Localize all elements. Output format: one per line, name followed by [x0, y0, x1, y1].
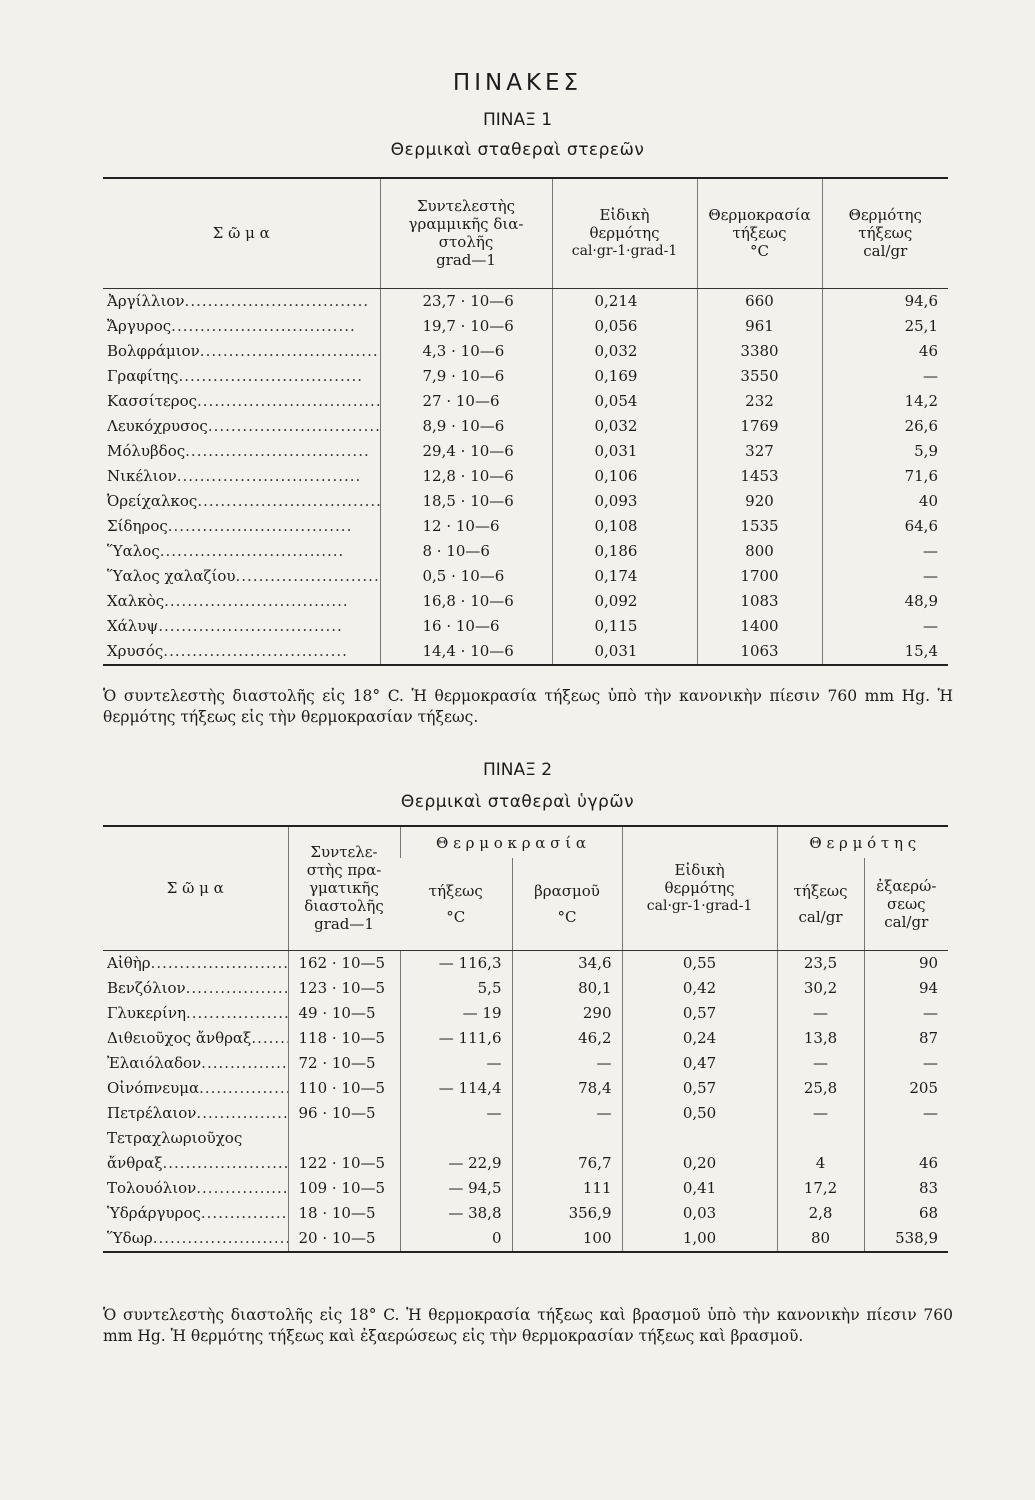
specific-heat-cell: 0,032 — [552, 414, 697, 439]
specific-heat-cell: 0,174 — [552, 564, 697, 589]
table-row — [103, 1076, 948, 1101]
leader-dots — [236, 564, 380, 589]
heat-evap-cell: 68 — [864, 1201, 948, 1226]
t1-header-melting-heat: Θερμότης τήξεως cal/gr — [822, 178, 948, 288]
table1-note: Ὁ συντελεστὴς διαστολῆς εἰς 18° C. Ἡ θερμοκρασία τήξεως ὑπὸ τὴν κανονικὴν πίεσιν 760 mm Hg. Ἡ θερμότης τήξεως εἰς τὴν θερμοκρασίαν τήξεως. — [103, 687, 953, 726]
boiling-temp-cell: 111 — [512, 1176, 622, 1201]
row-name: Ὕδωρ — [107, 1228, 153, 1247]
heat-evap-cell: — — [864, 1051, 948, 1076]
row-name: Σίδηρος — [107, 516, 168, 535]
row-name-cell — [103, 1101, 288, 1126]
melting-temp-cell: — 116,3 — [400, 950, 512, 976]
specific-heat-cell: 0,093 — [552, 489, 697, 514]
specific-heat-cell: 0,03 — [622, 1201, 777, 1226]
specific-heat-cell: 0,57 — [622, 1001, 777, 1026]
melting-temp-cell: 920 — [697, 489, 822, 514]
specific-heat-cell: 0,20 — [622, 1151, 777, 1176]
table-row — [103, 489, 948, 514]
heat-melting-cell: 4 — [777, 1151, 864, 1176]
table-row — [103, 414, 948, 439]
melting-heat-cell: 46 — [822, 339, 948, 364]
expansion-cell: 109 · 10—5 — [288, 1176, 400, 1201]
t2-header-melting: τήξεως °C — [400, 858, 512, 950]
row-name-cell — [103, 950, 288, 976]
melting-temp-cell: 1083 — [697, 589, 822, 614]
leader-dots — [199, 1076, 287, 1101]
row-name-cell — [103, 464, 380, 489]
row-name: Χρυσός — [107, 641, 164, 660]
melting-heat-cell: — — [822, 564, 948, 589]
melting-temp-cell: 1535 — [697, 514, 822, 539]
heat-melting-cell: — — [777, 1101, 864, 1126]
melting-heat-cell: 40 — [822, 489, 948, 514]
leader-dots — [201, 1051, 287, 1076]
specific-heat-cell: 0,031 — [552, 439, 697, 464]
table-row — [103, 589, 948, 614]
specific-heat-cell: 1,00 — [622, 1226, 777, 1252]
table-row — [103, 1126, 948, 1151]
table-row — [103, 1026, 948, 1051]
melting-temp-cell: — 94,5 — [400, 1176, 512, 1201]
melting-heat-cell: 26,6 — [822, 414, 948, 439]
expansion-cell: 29,4 · 10—6 — [380, 439, 552, 464]
expansion-cell: 0,5 · 10—6 — [380, 564, 552, 589]
melting-temp-cell: — 19 — [400, 1001, 512, 1026]
specific-heat-cell: 0,032 — [552, 339, 697, 364]
table-row — [103, 364, 948, 389]
boiling-temp-cell: 34,6 — [512, 950, 622, 976]
boiling-temp-cell: 46,2 — [512, 1026, 622, 1051]
leader-dots — [164, 589, 379, 614]
leader-dots — [171, 314, 379, 339]
specific-heat-cell: 0,50 — [622, 1101, 777, 1126]
row-name-cell — [103, 539, 380, 564]
table-row — [103, 1101, 948, 1126]
expansion-cell: 16 · 10—6 — [380, 614, 552, 639]
row-name-cell — [103, 564, 380, 589]
expansion-cell: 8 · 10—6 — [380, 539, 552, 564]
expansion-cell: 49 · 10—5 — [288, 1001, 400, 1026]
table2-label: ΠΙΝΑΞ 2 — [482, 760, 553, 780]
expansion-cell: 162 · 10—5 — [288, 950, 400, 976]
melting-temp-cell: 1700 — [697, 564, 822, 589]
leader-dots — [158, 614, 379, 639]
row-name-cell — [103, 614, 380, 639]
melting-temp-cell: 327 — [697, 439, 822, 464]
leader-dots — [186, 1001, 288, 1026]
boiling-temp-cell: 80,1 — [512, 976, 622, 1001]
melting-temp-cell: 1400 — [697, 614, 822, 639]
specific-heat-cell: 0,115 — [552, 614, 697, 639]
table-row — [103, 1001, 948, 1026]
melting-temp-cell: 3380 — [697, 339, 822, 364]
row-name-cell — [103, 1001, 288, 1026]
row-name: Χάλυψ — [107, 616, 159, 635]
row-name: Ἄργυρος — [107, 316, 172, 335]
heat-evap-cell: 46 — [864, 1151, 948, 1176]
row-name: Βολφράμιον — [107, 341, 200, 360]
expansion-cell: 12,8 · 10—6 — [380, 464, 552, 489]
heat-melting-cell — [777, 1126, 864, 1151]
expansion-cell: 27 · 10—6 — [380, 389, 552, 414]
t1-header-expansion: Συντελεστὴς γραμμικῆς δια- στολῆς grad—1 — [380, 178, 552, 288]
leader-dots — [185, 439, 379, 464]
t2-header-heat-group: Θ ε ρ μ ό τ η ς — [777, 826, 948, 858]
leader-dots — [200, 339, 380, 364]
boiling-temp-cell: 76,7 — [512, 1151, 622, 1176]
row-name-cell — [103, 389, 380, 414]
page-title: ΠΙΝΑΚΕΣ — [452, 70, 583, 96]
melting-heat-cell: — — [822, 364, 948, 389]
expansion-cell — [288, 1126, 400, 1151]
row-name-cell — [103, 288, 380, 314]
t1-header-melting-temp: Θερμοκρασία τήξεως °C — [697, 178, 822, 288]
table2-title: Θερμικαὶ σταθεραὶ ὑγρῶν — [400, 792, 635, 812]
melting-temp-cell: — 38,8 — [400, 1201, 512, 1226]
row-name: Διθειοῦχος ἄνθραξ — [107, 1028, 252, 1047]
row-name: Ὕαλος — [107, 541, 160, 560]
t1-header-specific-heat: Εἰδικὴ θερμότης cal·gr-1·grad-1 — [552, 178, 697, 288]
specific-heat-cell: 0,054 — [552, 389, 697, 414]
table-row — [103, 614, 948, 639]
row-name: Χαλκὸς — [107, 591, 165, 610]
melting-temp-cell: 800 — [697, 539, 822, 564]
melting-temp-cell: 1453 — [697, 464, 822, 489]
expansion-cell: 18 · 10—5 — [288, 1201, 400, 1226]
leader-dots — [201, 1201, 288, 1226]
table1 — [103, 177, 948, 666]
melting-heat-cell: — — [822, 539, 948, 564]
row-name-cell — [103, 1051, 288, 1076]
boiling-temp-cell: 356,9 — [512, 1201, 622, 1226]
row-name: Νικέλιον — [107, 466, 177, 485]
leader-dots — [208, 414, 380, 439]
specific-heat-cell: 0,106 — [552, 464, 697, 489]
row-name-cell — [103, 514, 380, 539]
heat-melting-cell: 25,8 — [777, 1076, 864, 1101]
row-name: Οἰνόπνευμα — [107, 1078, 200, 1097]
heat-evap-cell: — — [864, 1101, 948, 1126]
melting-temp-cell — [400, 1126, 512, 1151]
table-row — [103, 314, 948, 339]
leader-dots — [178, 364, 379, 389]
t2-header-expansion: Συντελε- στὴς πρα- γματικῆς διαστολῆς grad—1 — [288, 826, 400, 950]
melting-temp-cell: 5,5 — [400, 976, 512, 1001]
expansion-cell: 123 · 10—5 — [288, 976, 400, 1001]
melting-temp-cell: 1769 — [697, 414, 822, 439]
row-name-cell — [103, 1126, 288, 1151]
expansion-cell: 14,4 · 10—6 — [380, 639, 552, 665]
table-row — [103, 514, 948, 539]
boiling-temp-cell: 78,4 — [512, 1076, 622, 1101]
expansion-cell: 12 · 10—6 — [380, 514, 552, 539]
table-row — [103, 439, 948, 464]
table-row — [103, 464, 948, 489]
table-row — [103, 976, 948, 1001]
row-name-cell — [103, 439, 380, 464]
heat-evap-cell: 83 — [864, 1176, 948, 1201]
specific-heat-cell: 0,42 — [622, 976, 777, 1001]
expansion-cell: 19,7 · 10—6 — [380, 314, 552, 339]
specific-heat-cell: 0,056 — [552, 314, 697, 339]
row-name: Τολουόλιον — [107, 1178, 197, 1197]
t2-header-boiling: βρασμοῦ °C — [512, 858, 622, 950]
row-name-cell — [103, 589, 380, 614]
heat-evap-cell — [864, 1126, 948, 1151]
expansion-cell: 8,9 · 10—6 — [380, 414, 552, 439]
row-name-cell — [103, 1226, 288, 1252]
specific-heat-cell — [622, 1126, 777, 1151]
leader-dots — [153, 1226, 288, 1251]
table-row — [103, 1226, 948, 1252]
t2-header-heat-melting: τήξεως cal/gr — [777, 858, 864, 950]
leader-dots — [160, 539, 380, 564]
leader-dots — [185, 289, 380, 314]
heat-evap-cell: 94 — [864, 976, 948, 1001]
row-name: Μόλυβδος — [107, 441, 186, 460]
row-name: Λευκόχρυσος — [107, 416, 208, 435]
table-row — [103, 288, 948, 314]
row-name-cell — [103, 1026, 288, 1051]
table-row — [103, 339, 948, 364]
heat-melting-cell: 23,5 — [777, 950, 864, 976]
table-row — [103, 1201, 948, 1226]
melting-heat-cell: 14,2 — [822, 389, 948, 414]
melting-heat-cell: 48,9 — [822, 589, 948, 614]
melting-temp-cell: 660 — [697, 288, 822, 314]
melting-heat-cell: 71,6 — [822, 464, 948, 489]
melting-heat-cell: — — [822, 614, 948, 639]
table-row — [103, 639, 948, 665]
t2-header-temperature-group: Θ ε ρ μ ο κ ρ α σ ί α — [400, 826, 622, 858]
leader-dots — [151, 951, 288, 976]
heat-evap-cell: 87 — [864, 1026, 948, 1051]
row-name-cell — [103, 976, 288, 1001]
leader-dots — [177, 464, 380, 489]
specific-heat-cell: 0,169 — [552, 364, 697, 389]
expansion-cell: 16,8 · 10—6 — [380, 589, 552, 614]
table-row — [103, 389, 948, 414]
specific-heat-cell: 0,108 — [552, 514, 697, 539]
heat-melting-cell: — — [777, 1051, 864, 1076]
leader-dots — [196, 1176, 287, 1201]
row-name: Πετρέλαιον — [107, 1103, 197, 1122]
melting-temp-cell: 1063 — [697, 639, 822, 665]
leader-dots — [197, 389, 379, 414]
row-name: Γραφίτης — [107, 366, 179, 385]
table-row — [103, 564, 948, 589]
row-name-cell — [103, 414, 380, 439]
expansion-cell: 96 · 10—5 — [288, 1101, 400, 1126]
melting-temp-cell: — 111,6 — [400, 1026, 512, 1051]
expansion-cell: 118 · 10—5 — [288, 1026, 400, 1051]
row-name-cell — [103, 639, 380, 665]
row-name: Τετραχλωριοῦχος — [107, 1128, 243, 1147]
expansion-cell: 23,7 · 10—6 — [380, 288, 552, 314]
specific-heat-cell: 0,214 — [552, 288, 697, 314]
melting-heat-cell: 25,1 — [822, 314, 948, 339]
heat-melting-cell: 17,2 — [777, 1176, 864, 1201]
specific-heat-cell: 0,55 — [622, 950, 777, 976]
table2-note: Ὁ συντελεστὴς διαστολῆς εἰς 18° C. Ἡ θερμοκρασία τήξεως καὶ βρασμοῦ ὑπὸ τὴν κανονικὴν πίεσιν 760 mm Hg. Ἡ θερμότης τήξεως καὶ ἐξαερώσεως εἰς τὴν θερμοκρασίαν τήξεως καὶ βρασμοῦ. — [103, 1306, 953, 1345]
melting-temp-cell: 232 — [697, 389, 822, 414]
table-row — [103, 1151, 948, 1176]
melting-temp-cell: — — [400, 1101, 512, 1126]
row-name: Ὑδράργυρος — [107, 1203, 201, 1222]
melting-temp-cell: 3550 — [697, 364, 822, 389]
melting-temp-cell: 961 — [697, 314, 822, 339]
heat-melting-cell: 30,2 — [777, 976, 864, 1001]
melting-temp-cell: — 22,9 — [400, 1151, 512, 1176]
t2-header-specific-heat: Εἰδικὴ θερμότης cal·gr-1·grad-1 — [622, 826, 777, 950]
heat-melting-cell: 80 — [777, 1226, 864, 1252]
row-name-cell — [103, 339, 380, 364]
table1-title: Θερμικαὶ σταθεραὶ στερεῶν — [390, 140, 645, 160]
t2-header-heat-evap: ἐξαερώ- σεως cal/gr — [864, 858, 948, 950]
boiling-temp-cell: 290 — [512, 1001, 622, 1026]
boiling-temp-cell: 100 — [512, 1226, 622, 1252]
row-name: Βενζόλιον — [107, 978, 186, 997]
table-row — [103, 1176, 948, 1201]
row-name: ἄνθραξ — [107, 1153, 163, 1172]
melting-temp-cell: — 114,4 — [400, 1076, 512, 1101]
expansion-cell: 4,3 · 10—6 — [380, 339, 552, 364]
heat-evap-cell: 90 — [864, 950, 948, 976]
heat-evap-cell: 538,9 — [864, 1226, 948, 1252]
row-name-cell — [103, 314, 380, 339]
boiling-temp-cell: — — [512, 1101, 622, 1126]
row-name-cell — [103, 1176, 288, 1201]
table2 — [103, 825, 948, 1253]
leader-dots — [251, 1026, 287, 1051]
row-name-cell — [103, 489, 380, 514]
table-row — [103, 1051, 948, 1076]
specific-heat-cell: 0,092 — [552, 589, 697, 614]
melting-heat-cell: 64,6 — [822, 514, 948, 539]
row-name: Ὕαλος χαλαζίου — [107, 566, 236, 585]
boiling-temp-cell — [512, 1126, 622, 1151]
row-name: Ἐλαιόλαδον — [107, 1053, 202, 1072]
melting-heat-cell: 15,4 — [822, 639, 948, 665]
specific-heat-cell: 0,031 — [552, 639, 697, 665]
expansion-cell: 20 · 10—5 — [288, 1226, 400, 1252]
row-name: Ἀργίλλιον — [107, 291, 185, 310]
leader-dots — [196, 1101, 287, 1126]
specific-heat-cell: 0,47 — [622, 1051, 777, 1076]
leader-dots — [186, 976, 288, 1001]
specific-heat-cell: 0,41 — [622, 1176, 777, 1201]
heat-melting-cell: 2,8 — [777, 1201, 864, 1226]
expansion-cell: 122 · 10—5 — [288, 1151, 400, 1176]
row-name-cell — [103, 1201, 288, 1226]
boiling-temp-cell: — — [512, 1051, 622, 1076]
melting-temp-cell: 0 — [400, 1226, 512, 1252]
table1-label: ΠΙΝΑΞ 1 — [482, 110, 553, 130]
row-name: Αἰθὴρ — [107, 953, 151, 972]
leader-dots — [197, 489, 379, 514]
heat-evap-cell: 205 — [864, 1076, 948, 1101]
leader-dots — [163, 1151, 288, 1176]
specific-heat-cell: 0,57 — [622, 1076, 777, 1101]
expansion-cell: 110 · 10—5 — [288, 1076, 400, 1101]
melting-heat-cell: 94,6 — [822, 288, 948, 314]
row-name: Γλυκερίνη — [107, 1003, 186, 1022]
expansion-cell: 18,5 · 10—6 — [380, 489, 552, 514]
expansion-cell: 7,9 · 10—6 — [380, 364, 552, 389]
t2-header-body: Σ ῶ μ α — [103, 826, 288, 950]
melting-heat-cell: 5,9 — [822, 439, 948, 464]
row-name-cell — [103, 1151, 288, 1176]
row-name: Κασσίτερος — [107, 391, 198, 410]
row-name-cell — [103, 364, 380, 389]
melting-temp-cell: — — [400, 1051, 512, 1076]
heat-evap-cell: — — [864, 1001, 948, 1026]
table-row — [103, 539, 948, 564]
row-name-cell — [103, 1076, 288, 1101]
expansion-cell: 72 · 10—5 — [288, 1051, 400, 1076]
specific-heat-cell: 0,186 — [552, 539, 697, 564]
heat-melting-cell: 13,8 — [777, 1026, 864, 1051]
leader-dots — [168, 514, 380, 539]
leader-dots — [163, 639, 379, 664]
specific-heat-cell: 0,24 — [622, 1026, 777, 1051]
row-name: Ὀρείχαλκος — [107, 491, 198, 510]
table-row — [103, 950, 948, 976]
heat-melting-cell: — — [777, 1001, 864, 1026]
t1-header-body: Σ ῶ μ α — [103, 178, 380, 288]
